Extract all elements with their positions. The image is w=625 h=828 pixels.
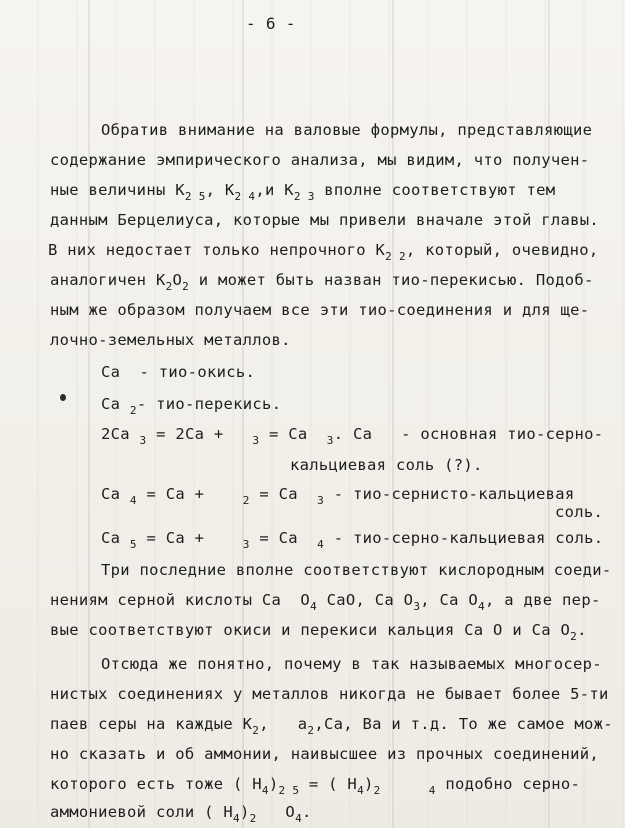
formula-line: 2Ca $_3$ = 2Ca + $_3$ = Ca $_3$. Ca - основная тио-серно-: [101, 425, 604, 447]
formula-line: Ca $_4$ = Ca + $_2$ = Ca $_3$ - тио-сернисто-кальциевая: [101, 485, 575, 507]
text-line: В них недостает только непрочного $K_{2 2}$, который, очевидно,: [48, 241, 599, 263]
formula-line: соль.: [555, 503, 604, 521]
text-line: аммониевой соли ( $H_4)_2$ $O_4$.: [50, 803, 312, 825]
formula-line: Ca $_5$ = Ca + $_3$ = Ca $_4$ - тио-серно-кальциевая соль.: [101, 529, 604, 551]
text-line: данным Берцелиуса, которые мы привели вначале этой главы.: [50, 211, 600, 229]
text-line: Три последние вполне соответствуют кислородным соеди-: [101, 561, 612, 579]
formula-line: Ca - тио-окись.: [101, 363, 256, 381]
text-line: вые соответствуют окиси и перекиси кальция Ca O и Ca $O_2$.: [50, 621, 587, 643]
text-line: Обратив внимание на валовые формулы, представляющие: [101, 121, 593, 139]
text-line: лочно-земельных металлов.: [50, 331, 291, 349]
formula-line: кальциевая соль (?).: [290, 456, 483, 474]
text-line: паев серы на каждые $K_2$, $a_2,Ca$, Ba и т.д. То же самое мож-: [50, 715, 613, 737]
text-line: но сказать и об аммонии, наивысшее из прочных соединений,: [50, 745, 600, 763]
text-line: ным же образом получаем все эти тио-соединения и для ще-: [50, 301, 590, 319]
text-line: ные величины $K_{2 5}$, $K_{2 4},и$ $K_{2 3}$ вполне соответствуют тем: [50, 181, 556, 203]
text-line: которого есть тоже ( $H_4)_{2 5}$ = ( $H_4)_2$ $_4$ подобно серно-: [50, 775, 581, 797]
page-number: - 6 -: [246, 14, 296, 33]
text-line: нениям серной кислоты Ca $O_4$ CaO, Ca $O_3$, Ca $O_4$, а две пер-: [50, 591, 601, 613]
text-line: содержание эмпирического анализа, мы видим, что получен-: [50, 151, 590, 169]
ink-mark: [60, 394, 66, 401]
text-line: аналогичен $K_2O_2$ и может быть назван тио-перекисью. Подоб-: [50, 271, 594, 293]
text-line: нистых соединениях у металлов никогда не бывает более 5-ти: [50, 685, 609, 703]
formula-line: Ca $_2$- тио-перекись.: [101, 395, 282, 417]
text-line: Отсюда же понятно, почему в так называемых многосер-: [101, 655, 602, 673]
